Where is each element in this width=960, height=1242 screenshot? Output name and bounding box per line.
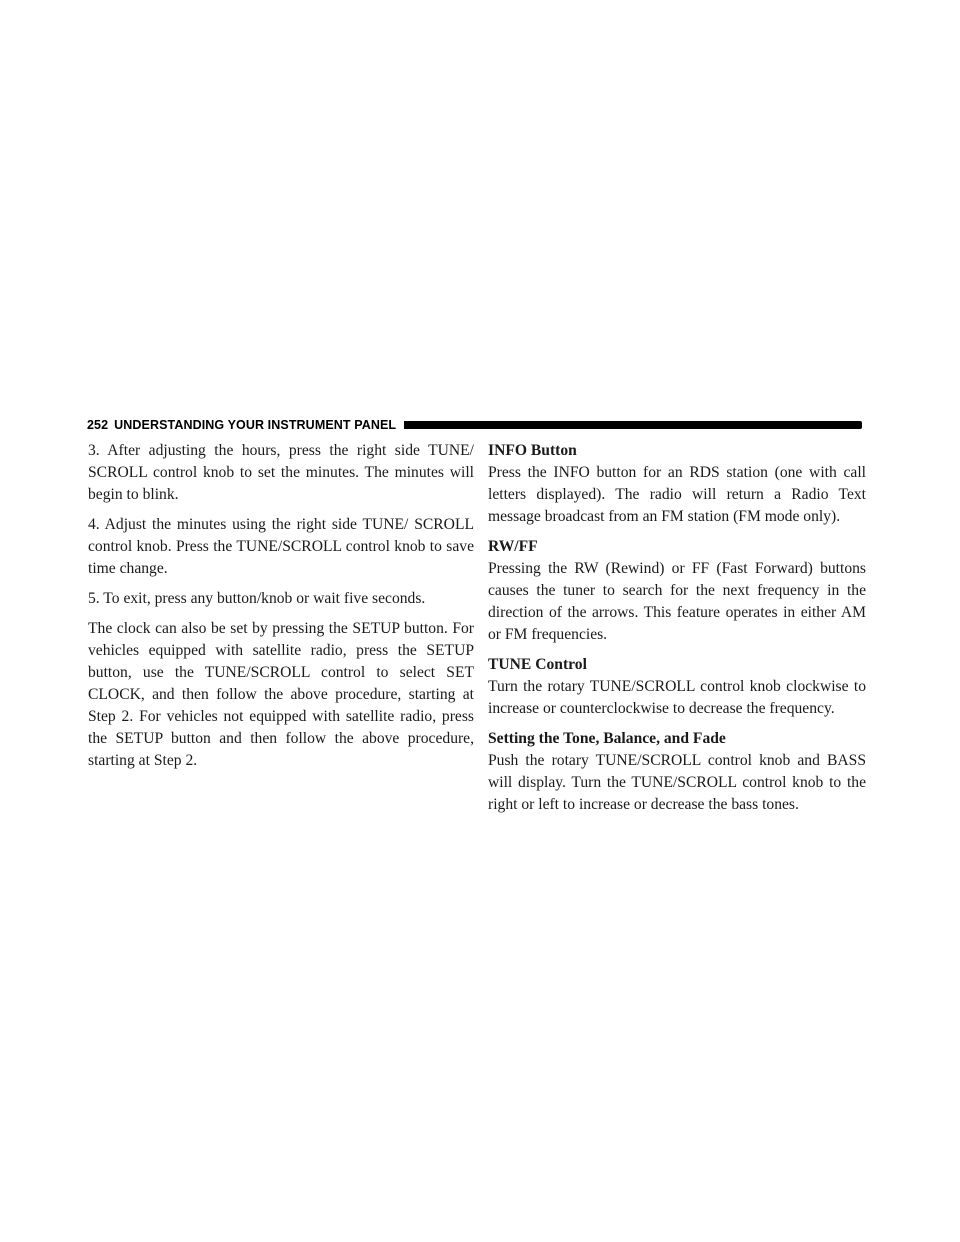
step-4-paragraph: 4. Adjust the minutes using the right side TUNE/ SCROLL control knob. Press the TUNE/SCROLL control knob to save time change. bbox=[88, 516, 474, 577]
section-body: Turn the rotary TUNE/SCROLL control knob clockwise to increase or counterclockwise to decrease the frequency. bbox=[488, 678, 866, 717]
section-heading: Setting the Tone, Balance, and Fade bbox=[488, 730, 726, 747]
tune-control-section bbox=[488, 654, 866, 720]
info-button-section bbox=[488, 440, 866, 528]
left-column bbox=[88, 440, 474, 780]
section-title: UNDERSTANDING YOUR INSTRUMENT PANEL bbox=[114, 418, 397, 432]
header-rule bbox=[404, 421, 862, 429]
page-header bbox=[87, 418, 862, 432]
section-body: Press the INFO button for an RDS station (one with call letters displayed). The radio will return a Radio Text message broadcast from an FM station (FM mode only). bbox=[488, 464, 866, 525]
page-number: 252 bbox=[87, 418, 109, 432]
section-body: Pressing the RW (Rewind) or FF (Fast Forward) buttons causes the tuner to search for the next frequency in the direction of the arrows. This feature operates in either AM or FM frequencies. bbox=[488, 560, 866, 643]
section-body: Push the rotary TUNE/SCROLL control knob and BASS will display. Turn the TUNE/SCROLL control knob to the right or left to increase or decrease the bass tones. bbox=[488, 752, 866, 813]
setup-clock-paragraph: The clock can also be set by pressing the SETUP button. For vehicles equipped with satellite radio, press the SETUP button, use the TUNE/SCROLL control to select SET CLOCK, and then follow the above procedure, starting at Step 2. For vehicles not equipped with satellite radio, press the SETUP button and then follow the above procedure, starting at Step 2. bbox=[88, 620, 474, 769]
section-heading: INFO Button bbox=[488, 442, 577, 459]
section-heading: TUNE Control bbox=[488, 656, 587, 673]
section-heading: RW/FF bbox=[488, 538, 538, 555]
step-5-paragraph: 5. To exit, press any button/knob or wait five seconds. bbox=[88, 590, 426, 607]
tone-balance-fade-section bbox=[488, 728, 866, 816]
step-3-paragraph: 3. After adjusting the hours, press the right side TUNE/ SCROLL control knob to set the minutes. The minutes will begin to blink. bbox=[88, 442, 474, 503]
right-column bbox=[488, 440, 866, 824]
rw-ff-section bbox=[488, 536, 866, 646]
